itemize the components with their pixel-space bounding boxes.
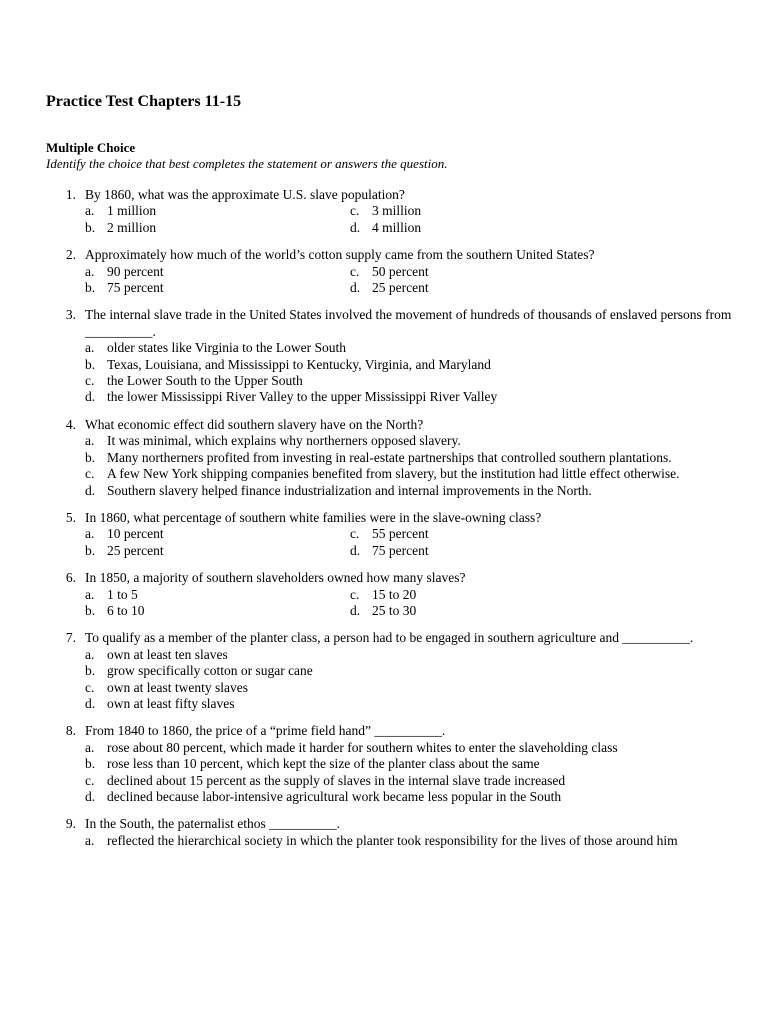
- question-text: To qualify as a member of the planter class, a person had to be engaged in southern agriculture and __________.: [85, 630, 694, 646]
- section-heading: Multiple Choice: [46, 140, 136, 155]
- choice-letter: d.: [350, 542, 361, 558]
- choice-letter: d.: [85, 789, 96, 804]
- question-text: Approximately how much of the world’s cotton supply came from the southern United States?: [85, 247, 595, 263]
- question-number: 9.: [65, 816, 76, 832]
- question-5: [46, 510, 736, 559]
- choice-letter: a.: [85, 433, 95, 449]
- answer-choice: [85, 389, 736, 405]
- answer-choice: [350, 543, 615, 559]
- choice-text: own at least twenty slaves: [107, 679, 248, 695]
- answer-choice: [85, 740, 736, 756]
- choice-letter: d.: [350, 602, 361, 618]
- answer-choice: [85, 696, 736, 712]
- choice-list: [46, 740, 736, 806]
- choice-letter: b.: [85, 356, 96, 372]
- answer-choice: [85, 773, 736, 789]
- choice-letter: a.: [85, 526, 95, 542]
- choice-letter: d.: [85, 389, 96, 405]
- choice-list: [46, 833, 736, 849]
- choice-text: 75 percent: [107, 280, 164, 296]
- question-text: By 1860, what was the approximate U.S. slave population?: [85, 187, 405, 202]
- choice-letter: b.: [85, 602, 96, 618]
- choice-text: 75 percent: [372, 542, 429, 558]
- answer-choice: [85, 433, 736, 449]
- question-9: [46, 816, 736, 849]
- choice-text: 90 percent: [107, 263, 164, 279]
- question-text: The internal slave trade in the United States involved the movement of hundreds of thousands of enslaved persons from __________.: [85, 307, 732, 339]
- choice-letter: d.: [350, 280, 361, 296]
- choice-text: Texas, Louisiana, and Mississippi to Kentucky, Virginia, and Maryland: [107, 356, 491, 372]
- choice-letter: a.: [85, 739, 95, 755]
- choice-text: reflected the hierarchical society in which the planter took responsibility for the lives of those around him: [107, 832, 678, 848]
- choice-text: 1 to 5: [107, 586, 138, 602]
- question-2: [46, 247, 736, 296]
- question-text: From 1840 to 1860, the price of a “prime field hand” __________.: [85, 723, 446, 739]
- page-title: Practice Test Chapters 11-15: [46, 93, 242, 110]
- choice-text: 55 percent: [372, 526, 429, 542]
- question-number: 8.: [65, 723, 76, 739]
- choice-letter: c.: [350, 526, 360, 542]
- answer-choice: [350, 220, 615, 236]
- question-1: [46, 187, 736, 236]
- choice-list: [46, 264, 736, 297]
- answer-choice: [85, 450, 736, 466]
- answer-choice: [350, 280, 615, 296]
- answer-choice: [85, 833, 736, 849]
- choice-letter: a.: [85, 340, 95, 356]
- answer-choice: [85, 203, 350, 219]
- choice-letter: c.: [350, 203, 360, 219]
- answer-choice: [350, 203, 615, 219]
- choice-list: [46, 340, 736, 406]
- answer-choice: [85, 220, 350, 236]
- question-number: 6.: [65, 570, 76, 586]
- question-text: In 1850, a majority of southern slaveholders owned how many slaves?: [85, 570, 466, 586]
- question-number: 3.: [65, 307, 76, 323]
- answer-choice: [85, 756, 736, 772]
- question-6: [46, 570, 736, 619]
- question-number: 2.: [65, 247, 76, 263]
- choice-text: declined because labor-intensive agricultural work became less popular in the South: [107, 789, 562, 804]
- choice-text: older states like Virginia to the Lower South: [107, 340, 347, 356]
- choice-letter: a.: [85, 263, 95, 279]
- question-text: What economic effect did southern slavery have on the North?: [85, 416, 424, 432]
- answer-choice: [85, 466, 736, 482]
- choice-text: own at least ten slaves: [107, 646, 228, 662]
- answer-choice: [85, 280, 350, 296]
- choice-text: 10 percent: [107, 526, 164, 542]
- choice-text: 25 percent: [372, 280, 429, 296]
- choice-letter: c.: [85, 373, 95, 389]
- answer-choice: [85, 264, 350, 280]
- choice-letter: a.: [85, 586, 95, 602]
- choice-text: 4 million: [372, 219, 422, 235]
- choice-letter: a.: [85, 203, 95, 219]
- question-number: 4.: [65, 416, 76, 432]
- choice-text: Southern slavery helped finance industrialization and internal improvements in the North.: [107, 482, 592, 498]
- choice-list: [46, 203, 736, 236]
- answer-choice: [85, 340, 736, 356]
- choice-text: 2 million: [107, 219, 157, 235]
- answer-choice: [85, 663, 736, 679]
- choice-letter: b.: [85, 663, 96, 679]
- choice-letter: c.: [350, 263, 360, 279]
- choice-letter: d.: [350, 219, 361, 235]
- question-number: 7.: [65, 630, 76, 646]
- question-8: [46, 723, 736, 805]
- answer-choice: [85, 789, 736, 805]
- answer-choice: [85, 483, 736, 499]
- choice-text: grow specifically cotton or sugar cane: [107, 663, 313, 679]
- question-stem: [46, 187, 736, 203]
- question-stem: [46, 630, 736, 646]
- answer-choice: [85, 526, 350, 542]
- answer-choice: [85, 647, 736, 663]
- question-7: [46, 630, 736, 712]
- choice-letter: b.: [85, 280, 96, 296]
- question-stem: [46, 247, 736, 263]
- choice-list: [46, 526, 736, 559]
- question-stem: [46, 510, 736, 526]
- choice-letter: a.: [85, 832, 95, 848]
- choice-text: 25 to 30: [372, 602, 417, 618]
- question-text: In 1860, what percentage of southern white families were in the slave-owning class?: [85, 509, 542, 525]
- question-3: [46, 307, 736, 405]
- answer-choice: [85, 357, 736, 373]
- section-instructions: Identify the choice that best completes the statement or answers the question.: [46, 156, 448, 171]
- answer-choice: [85, 603, 350, 619]
- choice-text: 1 million: [107, 203, 157, 219]
- choice-text: declined about 15 percent as the supply of slaves in the internal slave trade increased: [107, 772, 566, 788]
- answer-choice: [85, 587, 350, 603]
- choice-letter: c.: [85, 679, 95, 695]
- choice-letter: b.: [85, 756, 96, 772]
- question-number: 1.: [65, 187, 76, 202]
- choice-text: Many northerners profited from investing in real-estate partnerships that controlled southern plantations.: [107, 449, 672, 465]
- choice-text: It was minimal, which explains why northerners opposed slavery.: [107, 433, 461, 449]
- question-stem: [46, 723, 736, 739]
- choice-text: the Lower South to the Upper South: [107, 373, 303, 389]
- answer-choice: [85, 373, 736, 389]
- question-list: [46, 187, 736, 860]
- answer-choice: [350, 587, 615, 603]
- choice-letter: b.: [85, 542, 96, 558]
- question-stem: [46, 307, 736, 340]
- question-stem: [46, 570, 736, 586]
- answer-choice: [350, 526, 615, 542]
- choice-text: rose less than 10 percent, which kept the size of the planter class about the same: [107, 756, 540, 772]
- answer-choice: [350, 603, 615, 619]
- choice-letter: a.: [85, 646, 95, 662]
- choice-letter: b.: [85, 449, 96, 465]
- choice-text: 6 to 10: [107, 602, 145, 618]
- choice-letter: d.: [85, 482, 96, 498]
- choice-list: [46, 587, 736, 620]
- choice-text: 15 to 20: [372, 586, 417, 602]
- choice-letter: b.: [85, 219, 96, 235]
- answer-choice: [350, 264, 615, 280]
- choice-text: A few New York shipping companies benefited from slavery, but the institution had little effect otherwise.: [107, 466, 680, 482]
- question-stem: [46, 417, 736, 433]
- question-number: 5.: [65, 509, 76, 525]
- choice-text: 50 percent: [372, 263, 429, 279]
- choice-letter: c.: [85, 466, 95, 482]
- choice-list: [46, 647, 736, 713]
- choice-letter: c.: [350, 586, 360, 602]
- choice-letter: c.: [85, 772, 95, 788]
- question-4: [46, 417, 736, 499]
- choice-text: 3 million: [372, 203, 422, 219]
- answer-choice: [85, 543, 350, 559]
- answer-choice: [85, 680, 736, 696]
- choice-text: own at least fifty slaves: [107, 695, 235, 711]
- choice-list: [46, 433, 736, 499]
- choice-text: rose about 80 percent, which made it harder for southern whites to enter the slaveholding class: [107, 739, 618, 755]
- question-stem: [46, 816, 736, 832]
- choice-letter: d.: [85, 695, 96, 711]
- choice-text: the lower Mississippi River Valley to the upper Mississippi River Valley: [107, 389, 498, 405]
- question-text: In the South, the paternalist ethos __________.: [85, 816, 340, 832]
- choice-text: 25 percent: [107, 542, 164, 558]
